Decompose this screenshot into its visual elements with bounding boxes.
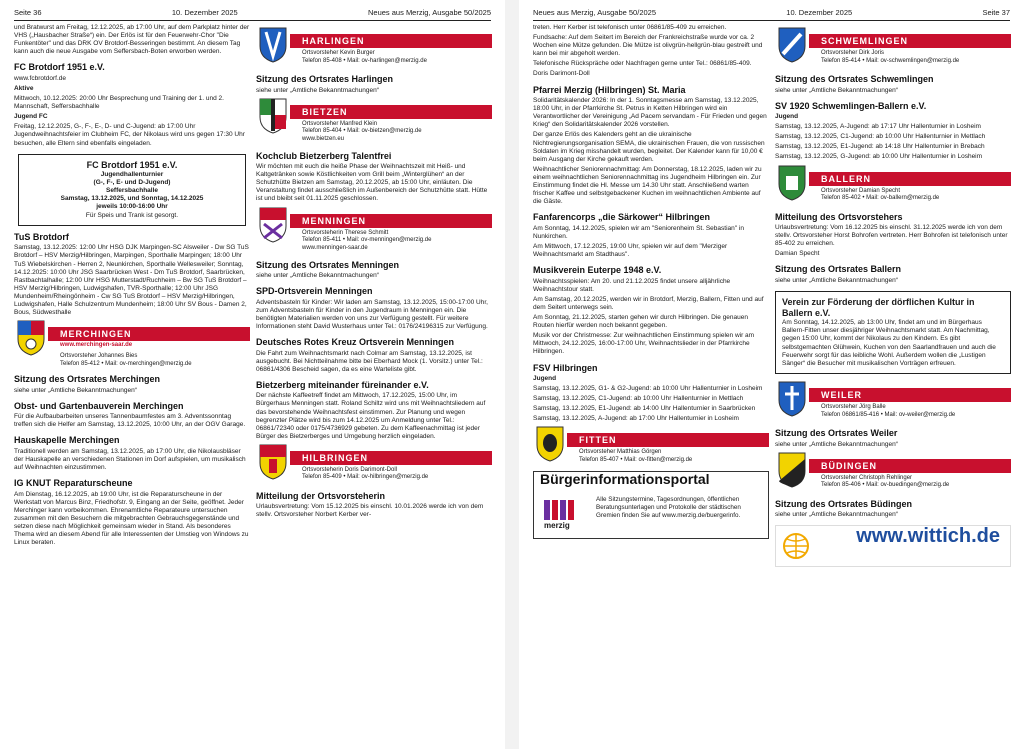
left-column-1 [14, 24, 250, 549]
article-subheading: Jugend [775, 113, 799, 121]
district-banner-hilbringen [256, 443, 492, 483]
article-text: Weihnachtsspielen: Am 20. und 21.12.2025 findet unsere alljährliche Weihnachtstour statt. [533, 277, 731, 293]
article-heading: Sitzung des Ortsrates Weiler [775, 428, 898, 439]
box-line: Für Speis und Trank ist gesorgt. [85, 211, 179, 219]
district-name: HILBRINGEN [290, 451, 492, 465]
tournament-box [18, 154, 246, 226]
contact-name: Ortsvorsteher Dirk Joris [821, 50, 885, 56]
article-text: siehe unter „Amtliche Bekanntmachungen“ [775, 276, 898, 284]
article-text: Solidaritätskalender 2026: In der 1. Sonntagsmesse am Samstag, 13.12.2025, 18:00 Uhr, in der Pfarrkirche St. Petrus in Ketten Hilbringen wird ein Verantwortlicher der Vereinigung „Ad Pacem servandam - Für Frieden und gegen Krieg“ den Solidaritätskalender 2026 vorstellen. [533, 97, 767, 129]
article-text: Samstag, 13.12.2025, C1-Jugend: ab 10:00 Uhr Hallenturnier in Mettlach [775, 133, 986, 141]
district-url: www.menningen-saar.de [302, 244, 368, 251]
contact-phone: Telefon 85-402 • Mail: ov-ballern@merzig.de [821, 195, 940, 202]
article-text: siehe unter „Amtliche Bekanntmachungen“ [775, 511, 898, 519]
contact-name: Ortsvorsteherin Therese Schmitt [302, 229, 389, 236]
article-text: Die Fahrt zum Weihnachtsmarkt nach Colmar am Samstag, 13.12.2025, ist ausgebucht. Bei Nichtteilnahme bitte bei Eberhard Mock (1. Vorsitz.) unter Tel.: 06861/4306 Bescheid sagen, da es eine Warteliste gibt. [256, 349, 483, 373]
article-text: siehe unter „Amtliche Bekanntmachungen“ [775, 86, 898, 94]
article-heading: Deutsches Rotes Kreuz Ortsverein Menningen [256, 337, 455, 348]
issue-title: Neues aus Merzig, Ausgabe 50/2025 [368, 8, 491, 17]
district-name: WEILER [809, 388, 1011, 402]
district-name: MERCHINGEN [48, 327, 250, 341]
article-heading: Fanfarencorps „die Särkower“ Hilbringen [533, 212, 711, 223]
district-name: BALLERN [809, 172, 1011, 186]
district-info [302, 50, 427, 65]
box-line: Samstag, 13.12.2025, und Sonntag, 14.12.2025 [60, 195, 204, 203]
article-text: Freitag, 12.12.2025, G-, F-, E-, D- und C-Jugend: ab 17:00 Uhr Jugendweihnachtsfeier im Clubheim FC, der Nikolaus wird uns gegen 17:30 Uhr besuchen, alle Eltern sind ebenfalls eingeladen. [14, 123, 245, 147]
article-text: Urlaubsvertretung: Vom 16.12.2025 bis einschl. 31.12.2025 werde ich von dem stellv. Ortsvorsteher Horst Bohrofen vertreten. Herr Bohrofen ist telefonisch unter 85-402 zu erreichen. [775, 224, 1008, 248]
article-text: Samstag, 13.12.2025, E1-Jugend: ab 14:00 Uhr Hallenturnier in Saarbrücken [533, 405, 756, 413]
article-text: Am Sonntag, 21.12.2025, starten gehen wir durch Hilbringen. Die genauen Routen hierfür werden noch bekannt gegeben. [533, 314, 749, 330]
contact-phone: Telefon 06861/85-416 • Mail: ov-weiler@merzig.de [821, 411, 956, 418]
district-banner-fitten [533, 425, 769, 465]
ballern-crest-icon [777, 164, 807, 202]
article-text: Samstag, 13.12.2025, A-Jugend: ab 17:00 Uhr Hallenturnier in Losheim [533, 415, 739, 423]
article-subheading: Jugend [533, 375, 557, 382]
page-number: Seite 36 [14, 8, 42, 17]
weiler-crest-icon [777, 380, 807, 418]
district-name: HARLINGEN [290, 34, 492, 48]
wittich-ad[interactable] [775, 525, 1011, 567]
contact-phone: Telefon 85-404 • Mail: ov-bietzen@merzig.de [302, 128, 422, 135]
article-text: Am Samstag, 20.12.2025, werden wir in Brotdorf, Merzig, Ballern, Fitten und auf dem Seitert unterwegs sein. [533, 295, 764, 311]
district-banner-schwemlingen [775, 26, 1011, 66]
box-line: (G-, F-, E- und D-Jugend) [93, 178, 171, 186]
article-heading: FC Brotdorf 1951 e.V. [14, 62, 105, 73]
contact-phone: Telefon 85-414 • Mail: ov-schwemlingen@merzig.de [821, 57, 960, 64]
article-heading: Mitteilung des Ortsvorstehers [775, 211, 903, 222]
issue-date: 10. Dezember 2025 [171, 8, 238, 17]
district-info [60, 342, 132, 350]
article-text: siehe unter „Amtliche Bekanntmachungen“ [256, 272, 379, 280]
district-banner-merchingen [14, 319, 250, 359]
contact-name: Ortsvorsteher Johannes Bies [60, 353, 138, 360]
article-heading: TuS Brotdorf [14, 231, 69, 242]
article-text: Samstag, 13.12.2025, C1-Jugend: ab 10:00 Uhr Hallenturnier in Mettlach [533, 395, 744, 403]
article-text: Der ganze Erlös des Kalenders geht an die ukrainische Nichtregierungsorganisation SEMA, die ukrainischen Frauen, die von russischen Soldaten im Krieg misshandelt wurden, begleitet. Der Kalender kann für 10,00 € beim Ausgang der Kirche gekauft werden. [533, 131, 765, 163]
article-text: Fundsache: Auf dem Seitert im Bereich der Frankreichstraße wurde vor ca. 2 Wochen eine Mütze gefunden. Die Mütze ist olivgrün-hellgrün-blau gestreift und kann bei mir abgeholt werden. [533, 34, 763, 58]
district-info [302, 467, 428, 482]
article-heading: FSV Hilbringen [533, 362, 598, 373]
article-text: siehe unter „Amtliche Bekanntmachungen“ [256, 86, 379, 94]
merchingen-crest-icon [16, 319, 46, 357]
article-heading: Sitzung des Ortsrates Schwemlingen [775, 74, 934, 84]
contact-name: Ortsvorsteher Jörg Balle [821, 404, 886, 411]
article-subheading: Aktive [14, 84, 34, 92]
contact-name: Ortsvorsteher Christoph Rehlinger [821, 474, 913, 481]
contact-phone: Telefon 85-411 • Mail: ov-menningen@merzig.de [302, 237, 432, 244]
article-text: Samstag, 13.12.2025, G-Jugend: ab 10:00 Uhr Hallenturnier in Losheim [775, 153, 983, 161]
district-banner-menningen [256, 206, 492, 251]
bietzen-crest-icon [258, 97, 288, 135]
article-heading: IG KNUT Reparaturscheune [14, 478, 133, 489]
schwemlingen-crest-icon [777, 26, 807, 64]
merzig-logo [540, 496, 588, 534]
right-column-2 [775, 24, 1011, 567]
article-text: siehe unter „Amtliche Bekanntmachungen“ [14, 386, 137, 394]
article-text: Wir möchten mit euch die heiße Phase der Weihnachtszeit mit Heiß- und Kaltgetränken sowie Köstlichkeiten vom Grill beim „Winterglühen“ an der Schutzhütte Bietzen am Samstag, 20.12.2025, ab 15:00 Uhr, einläuten. Die Veranstaltung findet ausschließlich im Außenbereich der Schutzhütte statt. Hütte ist und bleibt seit 01.11.2025 geschlossen. [256, 163, 488, 203]
contact-name: Ortsvorsteher Manfred Klein [302, 120, 378, 127]
article-signature: Damian Specht [775, 250, 820, 258]
article-heading: Obst- und Gartenbauverein Merchingen [14, 400, 184, 411]
article-text: treten. Herr Kerber ist telefonisch unter 06861/85-409 zu erreichen. [533, 24, 727, 31]
article-heading: Bietzerberg miteinander füreinander e.V. [256, 379, 429, 390]
article-heading: SV 1920 Schwemlingen-Ballern e.V. [775, 100, 927, 111]
district-name: BIETZEN [290, 105, 492, 119]
district-info [821, 404, 955, 419]
article-heading: Hauskapelle Merchingen [14, 435, 120, 446]
article-text: Samstag, 13.12.2025: 12:00 Uhr HSG DJK Marpingen-SC Alsweiler - Dw SG TuS Brotdorf – HSV Merzig/Hilbringen, Marpingen, Sporthalle Marpingen; 18:00 Uhr TuS Wiebelskirchen - Herren 2, Neunkirchen, Sporthalle Wellesweiler; Sonntag, 14.12.2025: 10:00 Uhr JSG Saarbrücken West - Dm TuS Brotdorf, Saarbrücken, Rastbachtalhalle; 12:00 Uhr HSG Mutterstadt/Ruchheim – Bw SG TuS Brotdorf – HSV Merzig/Hilbringen, Ludwigshafen, TVR-Sporthalle; 12:00 Uhr JSG Mundenheim/Rheingönheim - Cw SG TuS Brotdorf – HSV Merzig/Hilbringen, Ludwigshafen, Halle Schulzentrum Mundenheim; 18:00 Uhr SV Bous - Damen 2, Bous, Südwesthalle [14, 244, 249, 317]
contact-name: Ortsvorsteher Matthias Görgen [579, 449, 662, 456]
article-heading: Kochclub Bietzerberg Talentfrei [256, 150, 392, 161]
merzig-logo-text: merzig [544, 521, 570, 531]
contact-name: Ortsvorsteherin Doris Darimont-Doll [302, 466, 398, 473]
contact-name: Ortsvorsteher Kevin Burger [302, 50, 375, 56]
box-title: Verein zur Förderung der dörflichen Kultur in Ballern e.V. [782, 297, 975, 319]
district-url: www.bietzen.eu [302, 135, 345, 142]
district-url: www.merchingen-saar.de [60, 342, 133, 349]
running-header [14, 8, 491, 21]
harlingen-crest-icon [258, 26, 288, 64]
article-text: Adventsbasteln für Kinder: Wir laden am Samstag, 13.12.2025, 15:00-17:00 Uhr, zum Adventsbasteln für Kinder in den Jugendraum in Menningen ein. Die benötigten Materialien werden von uns zur Verfügung gestellt. Für weitere Informationen steht David Wusterhaus unter Tel.: 0176/24196315 zur Verfügung. [256, 298, 488, 330]
article-text: Urlaubsvertretung: Vom 15.12.2025 bis einschl. 10.01.2026 werde ich von dem stellv. Ortsvorsteher Norbert Kerber ver- [256, 503, 484, 519]
article-text: Samstag, 13.12.2025, G1- & G2-Jugend: ab 10:00 Uhr Hallenturnier in Losheim [533, 385, 763, 393]
district-banner-weiler [775, 380, 1011, 420]
page-gutter [505, 0, 519, 749]
citizen-portal-ad [533, 471, 769, 539]
article-heading: Sitzung des Ortsrates Büdingen [775, 498, 913, 509]
running-header [533, 8, 1010, 21]
district-info [821, 475, 949, 490]
wittich-link[interactable]: www.wittich.de [856, 525, 1000, 548]
box-title: FC Brotdorf 1951 e.V. [86, 159, 178, 170]
box-line: jeweils 10:00-16:00 Uhr [96, 203, 168, 211]
article-text: Telefonische Rückspräche oder Nachfragen gerne unter Tel.: 06861/85-409. [533, 60, 752, 68]
menningen-crest-icon [258, 206, 288, 244]
article-text: Am Mittwoch, 17.12.2025, 19:00 Uhr, spielen wir auf dem "Merziger Weihnachtsmarkt am Stadthaus". [533, 242, 728, 259]
district-info [579, 449, 692, 464]
district-name: BÜDINGEN [809, 459, 1011, 473]
page-number: Seite 37 [982, 8, 1010, 17]
district-name: SCHWEMLINGEN [809, 34, 1011, 48]
left-page [0, 0, 505, 749]
portal-text: Alle Sitzungstermine, Tagesordnungen, öffentlichen Beratungsunterlagen und Protokolle der städtischen Gremien finden Sie auf www.merzig.de/buergerinfo. [596, 496, 741, 520]
contact-phone: Telefon 85-412 • Mail: ov-merchingen@merzig.de [60, 360, 192, 367]
portal-title: Bürgerinformationsportal [540, 471, 710, 488]
district-name: FITTEN [567, 433, 769, 447]
article-text: Musik vor der Christmesse: Zur weihnachtlichen Einstimmung spielen wir am Mittwoch, 24.12.2025, 16:00-17:00 Uhr, Weihnachtslieder in der Pfarrkirche Hilbringen. [533, 332, 755, 356]
article-url: www.fcbrotdorf.de [14, 74, 67, 82]
district-info [302, 230, 431, 253]
district-banner-buedingen [775, 451, 1011, 491]
article-text: und Bratwurst am Freitag, 12.12.2025, ab 17:00 Uhr, auf dem Parkplatz hinter der VHS („Hausbacher Straße“) ein. Der Erlös ist für den Feuerwehr-Chor "Die Funkentöter" und das DRK OV Brotdorf-Besseringen bestimmt. An diesem Tag kann auch die neue Ausgabe vom Seffersbach-Boten erworben werden. [14, 24, 250, 56]
fitten-crest-icon [535, 425, 565, 463]
issue-date: 10. Dezember 2025 [786, 8, 853, 17]
contact-phone: Telefon 85-406 • Mail: ov-buedingen@merzig.de [821, 482, 950, 489]
contact-phone: Telefon 85-407 • Mail: ov-fitten@merzig.de [579, 456, 693, 463]
article-heading: Sitzung des Ortsrates Merchingen [14, 374, 161, 385]
article-text: siehe unter „Amtliche Bekanntmachungen“ [775, 440, 898, 448]
article-text: Traditionell werden am Samstag, 13.12.2025, ab 17:00 Uhr, die Nikolausbläser der Hauskapelle an verschiedenen Stationen im Dorf aufspielen, um musikalisch auf Weihnachten einzustimmen. [14, 447, 246, 472]
hilbringen-crest-icon [258, 443, 288, 481]
article-heading: Pfarrei Merzig (Hilbringen) St. Maria [533, 84, 686, 95]
association-box [775, 291, 1011, 374]
district-banner-harlingen [256, 26, 492, 66]
article-text: Weihnachtlicher Seniorennachmittag: Am Donnerstag, 18.12.2025, laden wir zu einem weihnachtlichen Seniorennachmittag ins Jugendheim Hilbringen ein. Zur Einstimmung findet die Hl. Messe um 14.30 Uhr statt. Anschließend warten frischer Kaffee und selbstgebackener Kuchen im weihnachtlichen Ambiente auf die Gäste. [533, 165, 762, 206]
district-name: MENNINGEN [290, 214, 492, 228]
globe-icon [782, 532, 810, 560]
article-heading: Sitzung des Ortsrates Menningen [256, 259, 400, 270]
article-text: Samstag, 13.12.2025, E1-Jugend: ab 14:18 Uhr Hallenturnier in Brebach [775, 143, 985, 151]
article-heading: Sitzung des Ortsrates Ballern [775, 264, 902, 275]
article-subheading: Jugend FC [14, 113, 48, 121]
box-line: Jugendhallenturnier [100, 170, 164, 178]
article-signature: Doris Darimont-Doll [533, 70, 590, 78]
left-column-2 [256, 24, 492, 522]
district-info [302, 121, 422, 144]
article-text: Am Sonntag, 14.12.2025, spielen wir am "Seniorenheim St. Sebastian" in Nunkirchen. [533, 224, 744, 240]
district-banner-ballern [775, 164, 1011, 204]
article-heading: Mitteilung der Ortsvorsteherin [256, 490, 386, 501]
district-banner-bietzen [256, 97, 492, 142]
box-line: Seffersbachhalle [105, 187, 159, 195]
article-text: Der nächste Kaffeetreff findet am Mittwoch, 17.12.2025, 15:00 Uhr, im Bürgerhaus Menningen statt. Roland Schiltz wird uns mit Weihnachtsliedern auf das bevorstehende Weihnachtsfest einstimmen. Zur Planung und wegen begrenzter Plätze wird bis zum 14.12.2025 um Anmeldung unter Tel.: 06861/72340 oder 0175/4736929 gebeten. Zu dem Kaffeenachmittag ist jeder Bürger des Bietzerberges und Umgebung herzlich eingeladen. [256, 392, 486, 440]
article-heading: Sitzung des Ortsrates Harlingen [256, 74, 394, 84]
article-text: Samstag, 13.12.2025, A-Jugend: ab 17:17 Uhr Hallenturnier in Losheim [775, 123, 981, 131]
article-text: Am Dienstag, 16.12.2025, ab 19:00 Uhr, ist die Reparaturscheune in der Werkstatt von Marcus Binz, Friedhofstr. 9, Eingang an der Seite, geöffnet. Jeder Merchinger kann vorbeikommen. Ehrenamtliche Reparateure untersuchen zusammen mit den Besuchern die mitgebrachten Gebrauchsgegenstände und setzen diese nach Möglichkeit gemeinsam wieder in Stand. Als besonderes Thema wird an diesem Abend für alle Interessenten der Umstieg von Windows zu Linux beraten. [14, 490, 249, 547]
article-heading: Musikverein Euterpe 1948 e.V. [533, 265, 662, 276]
article-text: Für die Aufbaubarbeiten unseres Tannenbaumfestes am 3. Adventssonntag treffen sich die Helfer am Samstag, 13.12.2025, 10:00 Uhr, an der OGV Garage. [14, 413, 246, 429]
article-text: Mittwoch, 10.12.2025: 20:00 Uhr Besprechung und Training der 1. und 2. Mannschaft, Seffersbachhalle [14, 95, 224, 111]
box-text: Am Sonntag, 14.12.2025, ab 13:00 Uhr, findet am und im Bürgerhaus Ballern-Fitten unser diesjähriger Weihnachtsmarkt statt. Am Nachmittag, gegen 15:00 Uhr, kommt der Nikolaus zu den Kindern. Es gibt selbstgemachten Glühwein, Kuchen von den Saarlandfrauen und auch die Feuerwehr sorgt für das leibliche Wohl. Außerdem wollen die „Lustigen Sänger“ die Besucher mit musikalischen Vorträgen erfreuen. [782, 319, 996, 368]
contact-phone: Telefon 85-408 • Mail: ov-harlingen@merzig.de [302, 57, 427, 64]
right-column-1 [533, 24, 769, 539]
buedingen-crest-icon [777, 451, 807, 489]
district-info [821, 188, 939, 203]
issue-title: Neues aus Merzig, Ausgabe 50/2025 [533, 8, 656, 17]
article-heading: SPD-Ortsverein Menningen [256, 286, 373, 297]
contact-phone: Telefon 85-409 • Mail: ov-hilbringen@merzig.de [302, 474, 429, 481]
right-page [519, 0, 1024, 749]
district-info [821, 50, 959, 65]
contact-name: Ortsvorsteher Damian Specht [821, 187, 901, 194]
